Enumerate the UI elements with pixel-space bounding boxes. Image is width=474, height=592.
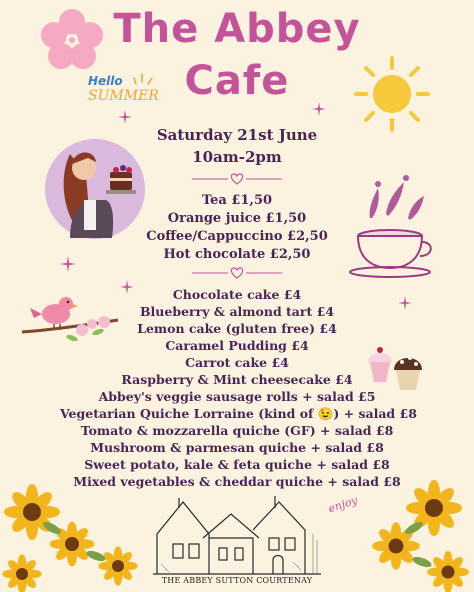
food-item: Sweet potato, kale & feta quiche + salad £8 xyxy=(84,457,390,472)
food-item: Abbey's veggie sausage rolls + salad £5 xyxy=(98,389,376,404)
cafe-title-line1: The Abbey xyxy=(113,6,361,52)
sunflower-icon xyxy=(0,482,150,592)
sparkle-icon xyxy=(312,102,326,116)
hello-text: Hello xyxy=(88,74,123,88)
enjoy-text: enjoy xyxy=(326,493,360,516)
food-item: Mushroom & parmesan quiche + salad £8 xyxy=(90,440,384,455)
food-item: Blueberry & almond tart £4 xyxy=(139,304,335,319)
food-item: Tomato & mozzarella quiche (GF) + salad £8 xyxy=(80,423,394,438)
food-item: Carrot cake £4 xyxy=(185,355,289,370)
food-item: Caramel Pudding £4 xyxy=(165,338,309,353)
flower-icon xyxy=(40,8,104,72)
building-caption: THE ABBEY SUTTON COURTENAY xyxy=(161,576,313,585)
heart-divider-icon xyxy=(192,172,282,186)
building-illustration xyxy=(153,494,321,576)
drinks-menu xyxy=(60,192,414,264)
cafe-title-line2: Cafe xyxy=(184,58,290,104)
food-item: Chocolate cake £4 xyxy=(172,287,302,302)
food-menu xyxy=(60,286,417,490)
heart-divider-icon xyxy=(192,266,282,280)
food-item: Raspberry & Mint cheesecake £4 xyxy=(121,372,353,387)
summer-text: SUMMER xyxy=(88,88,159,104)
sun-icon xyxy=(352,54,432,134)
sparkle-icon xyxy=(118,110,132,124)
food-item: Vegetarian Quiche Lorraine (kind of 😉) + salad £8 xyxy=(60,406,417,421)
event-date: Saturday 21st June xyxy=(156,126,318,144)
drink-item: Hot chocolate £2,50 xyxy=(163,247,311,262)
sunrays-icon xyxy=(132,70,156,86)
drink-item: Tea £1,50 xyxy=(201,193,273,208)
event-time: 10am-2pm xyxy=(192,148,282,166)
food-item: Lemon cake (gluten free) £4 xyxy=(137,321,337,336)
food-item: Mixed vegetables & cheddar quiche + salad £8 xyxy=(73,474,401,489)
drink-item: Coffee/Cappuccino £2,50 xyxy=(146,229,328,244)
drink-item: Orange juice £1,50 xyxy=(167,211,307,226)
